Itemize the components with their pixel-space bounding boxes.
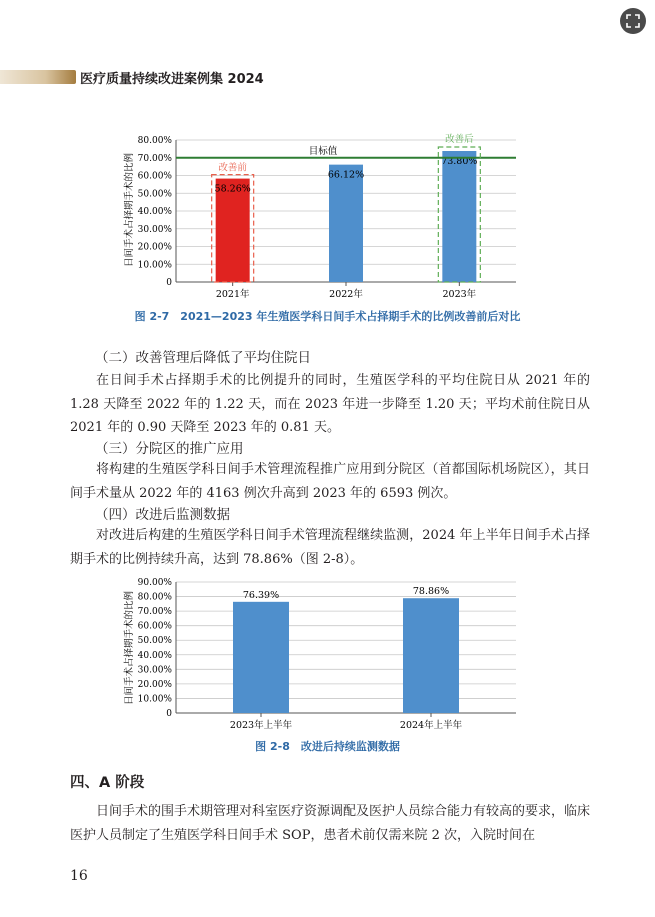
y-tick-label: 50.00%: [137, 636, 172, 647]
y-tick-label: 0: [166, 278, 172, 288]
data-label: 73.80%: [441, 156, 478, 168]
y-tick-label: 40.00%: [137, 650, 172, 661]
expand-button[interactable]: [620, 8, 646, 34]
y-tick-label: 80.00%: [137, 136, 172, 146]
y-tick-label: 0: [166, 709, 172, 719]
section-4-text: 对改进后构建的生殖医学科日间手术管理流程继续监测，2024 年上半年日间手术占择期手术的比例持续升高，达到 78.86%（图 2-8）。: [70, 528, 590, 567]
y-tick-label: 30.00%: [137, 665, 172, 676]
y-tick-label: 10.00%: [137, 694, 172, 705]
data-label: 58.26%: [214, 183, 251, 195]
y-tick-label: 70.00%: [137, 153, 172, 164]
y-axis-label: 日间手术占择期手术的比例: [124, 590, 135, 706]
data-label: 78.86%: [412, 586, 450, 598]
expand-icon: [626, 14, 640, 28]
bar: [233, 602, 289, 713]
section-3-title: （三）分院区的推广应用: [95, 441, 244, 457]
x-tick-label: 2023年: [442, 289, 477, 300]
page-number: 16: [70, 868, 88, 884]
y-tick-label: 10.00%: [137, 260, 172, 271]
x-tick-label: 2022年: [329, 289, 363, 300]
x-tick-label: 2024年上半年: [399, 720, 463, 731]
bar-chart-monitoring: [120, 576, 530, 736]
y-tick-label: 60.00%: [137, 621, 172, 632]
running-header: [0, 66, 655, 88]
bar: [442, 151, 476, 282]
y-axis-label: 日间手术占择期手术的比例: [124, 152, 135, 268]
after-label: 改善后: [445, 134, 474, 146]
y-tick-label: 50.00%: [137, 189, 172, 200]
before-label: 改善前: [218, 162, 247, 174]
phase-a-text: 日间手术的围手术期管理对科室医疗资源调配及医护人员综合能力有较高的要求，临床医护人员制定了生殖医学科日间手术 SOP，患者术前仅需来院 2 次，入院时间在: [70, 804, 591, 843]
bar: [329, 165, 363, 282]
bar-chart-2021-2023: [120, 132, 520, 308]
header-decoration: [0, 70, 76, 84]
section-2-title: （二）改善管理后降低了平均住院日: [95, 350, 311, 366]
y-tick-label: 20.00%: [137, 242, 172, 253]
x-tick-label: 2021年: [215, 289, 250, 300]
bar: [403, 598, 459, 713]
y-tick-label: 70.00%: [137, 607, 172, 618]
y-tick-label: 90.00%: [137, 578, 172, 588]
section-4-title: （四）改进后监测数据: [95, 507, 230, 523]
figure-2-8-caption: 图 2-8 改进后持续监测数据: [255, 740, 400, 753]
phase-a-heading: 四、A 阶段: [70, 775, 145, 791]
data-label: 66.12%: [327, 169, 365, 181]
figure-2-7-caption: 图 2-7 2021—2023 年生殖医学科日间手术占择期手术的比例改善前后对比: [134, 310, 521, 323]
y-tick-label: 20.00%: [137, 679, 172, 690]
y-tick-label: 80.00%: [137, 592, 172, 603]
y-tick-label: 40.00%: [137, 207, 172, 217]
x-tick-label: 2023年上半年: [229, 720, 293, 731]
data-label: 76.39%: [242, 589, 280, 601]
section-3-text: 将构建的生殖医学科日间手术管理流程推广应用到分院区（首都国际机场院区），其日间手术量从 2022 年的 4163 例次升高到 2023 年的 6593 例次。: [70, 462, 590, 501]
y-tick-label: 30.00%: [137, 224, 172, 235]
target-label: 目标值: [308, 145, 338, 157]
section-2-text: 在日间手术占择期手术的比例提升的同时，生殖医学科的平均住院日从 2021 年的 1.28 天降至 2022 年的 1.22 天，而在 2023 年进一步降至 1.20 天；平均术前住院日从 2021 年的 0.90 天降至 2023 年的 0.81 天。: [70, 373, 590, 435]
y-tick-label: 60.00%: [137, 171, 172, 182]
header-title: 医疗质量持续改进案例集 2024: [80, 72, 264, 87]
